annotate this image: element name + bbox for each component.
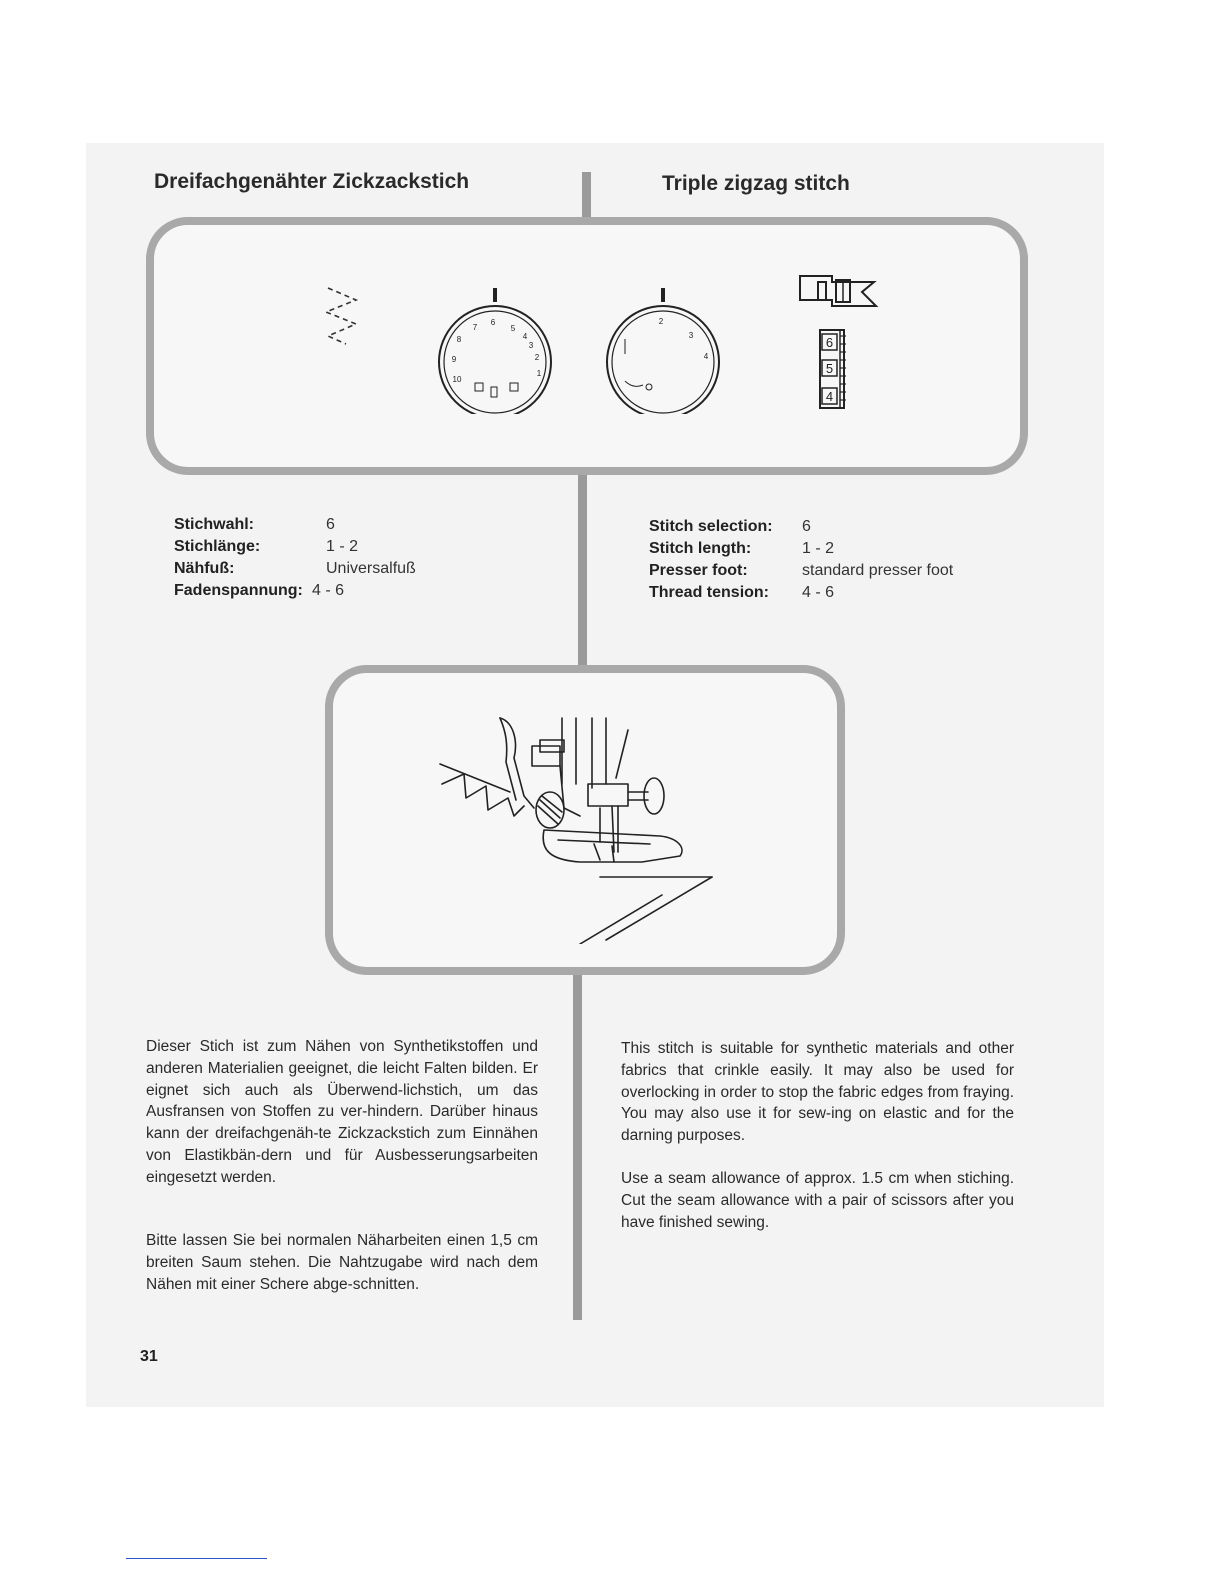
setting-value: 6: [326, 516, 335, 533]
paragraph: Use a seam allowance of approx. 1.5 cm when stiching. Cut the seam allowance with a pair of scissors after you have finished sewing.: [621, 1170, 1014, 1231]
center-divider-bottom: [573, 968, 582, 1320]
dial-marker: [493, 288, 497, 302]
paragraph: Dieser Stich ist zum Nähen von Synthetikstoffen und anderen Materialien geeignet, die leicht Falten bilden. Er eignet sich auch als Überwend-lichstich, um das Ausfransen von Stoffen zu ver-hindern. Darüber hinaus kann der dreifachgenäh-te Zickzackstich zum Einnähen von Elastikbän-dern und für Ausbesserungsarbeiten eingesetzt werden.: [146, 1038, 538, 1186]
dial-number: 2: [534, 353, 540, 362]
paragraph: This stitch is suitable for synthetic materials and other fabrics that crinkle easily. It may also be used for overlocking in order to stop the fabric edges from fraying. You may also use it for sew-ing on elastic and for the darning purposes.: [621, 1040, 1014, 1145]
dial-number: 10: [452, 375, 462, 384]
thread-tension-scale: [814, 328, 854, 410]
setting-label: Stichlänge:: [174, 538, 261, 555]
setting-row: [649, 582, 953, 604]
dial-number: 4: [522, 332, 528, 341]
setting-value: 4 - 6: [802, 584, 835, 601]
tension-number: 5: [825, 361, 834, 376]
center-divider-middle: [578, 472, 587, 672]
title-german: Dreifachgenähter Zickzackstich: [154, 170, 470, 193]
dial-inner-ring: [612, 311, 714, 413]
setting-value: standard presser foot: [802, 562, 954, 579]
dial-number: 1: [536, 369, 542, 378]
presser-foot-icon: [796, 270, 882, 312]
title-english: Triple zigzag stitch: [662, 172, 850, 195]
setting-row: [649, 538, 953, 560]
setting-row: [174, 558, 416, 580]
settings-panel: [146, 217, 1028, 475]
setting-label: Stitch length:: [649, 540, 752, 557]
sewing-foot-illustration: [430, 712, 720, 944]
dial-number: 6: [490, 318, 496, 327]
setting-value: 1 - 2: [326, 538, 359, 555]
setting-label: Stichwahl:: [174, 516, 255, 533]
page-number: 31: [140, 1348, 158, 1365]
setting-value: 4 - 6: [312, 582, 345, 599]
settings-english: [649, 516, 953, 604]
setting-label: Stitch selection:: [649, 518, 773, 535]
setting-row: [649, 560, 953, 582]
tension-number: 6: [825, 335, 834, 350]
stitch-pattern-icon: [316, 282, 366, 350]
tension-number: 4: [825, 389, 834, 404]
stitch-length-dial: [595, 284, 735, 414]
dial-number: 3: [688, 331, 694, 340]
dial-marker: [661, 288, 665, 302]
dial-number: 3: [528, 341, 534, 350]
dial-number: 2: [658, 317, 664, 326]
setting-label: Fadenspannung:: [174, 582, 303, 599]
paragraph: Bitte lassen Sie bei normalen Näharbeiten einen 1,5 cm breiten Saum stehen. Die Nahtzugabe wird nach dem Nähen mit einer Schere abge-schnitten.: [146, 1232, 538, 1293]
dial-number: 8: [456, 335, 462, 344]
dial-number: 9: [451, 355, 457, 364]
setting-value: Universalfuß: [326, 560, 416, 577]
dial-symbol: [510, 383, 518, 391]
setting-value: 6: [802, 518, 811, 535]
dial-symbol: [491, 387, 497, 397]
setting-row: [174, 514, 416, 536]
stitch-selection-dial: [424, 284, 564, 414]
dial-symbol: [475, 383, 483, 391]
setting-row: [174, 580, 416, 602]
setting-label: Nähfuß:: [174, 560, 235, 577]
setting-label: Presser foot:: [649, 562, 748, 579]
setting-row: [174, 536, 416, 558]
settings-german: [174, 514, 416, 602]
dial-number: 4: [703, 352, 709, 361]
setting-value: 1 - 2: [802, 540, 835, 557]
dial-number: 5: [510, 324, 516, 333]
setting-label: Thread tension:: [649, 584, 770, 601]
setting-row: [649, 516, 953, 538]
footer-rule: [126, 1558, 267, 1559]
dial-number: 7: [472, 323, 478, 332]
